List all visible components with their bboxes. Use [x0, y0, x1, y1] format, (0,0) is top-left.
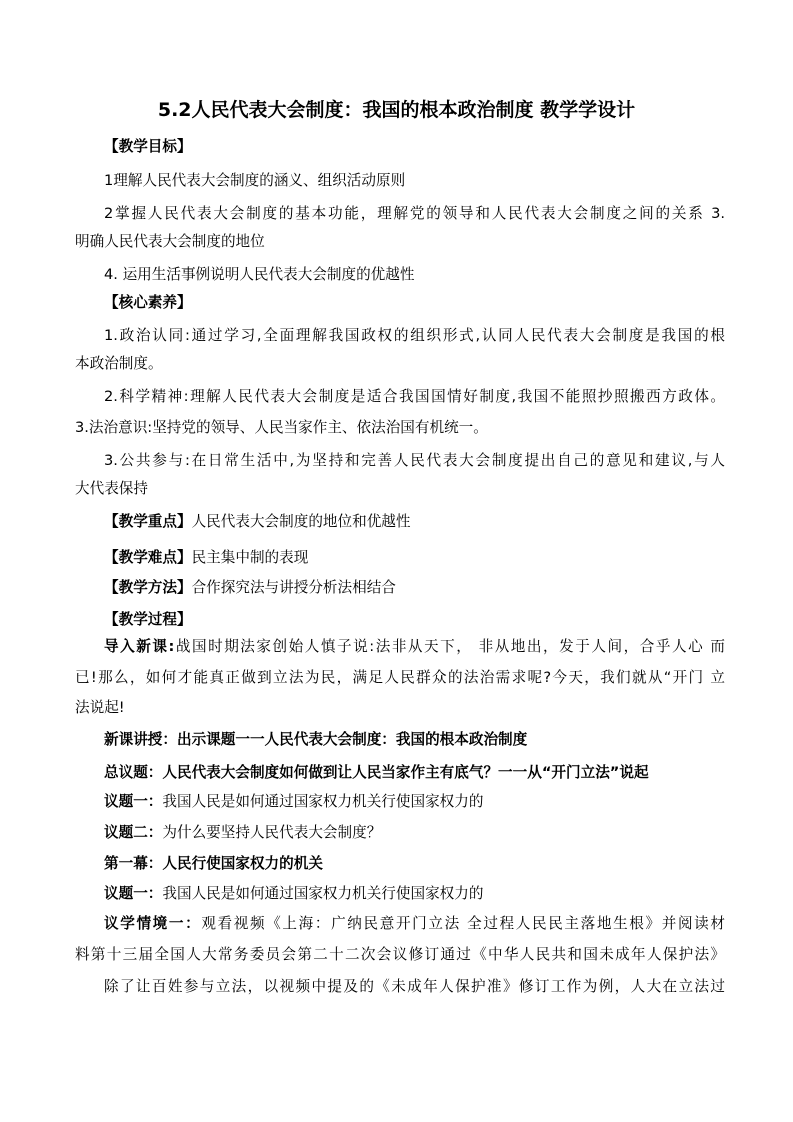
- difficulty-line: [104, 548, 754, 568]
- literacy-item: 3.法治意识:坚持党的领导、人民当家作主、依法治国有机统一。: [75, 419, 488, 436]
- objectives-heading: 【教学目标】: [104, 138, 192, 155]
- literacy-item: 3.公共参与:在日常生活中,为坚持和完善人民代表大会制度提出自己的意见和建议,与人: [104, 452, 725, 469]
- topic-two-label: 议题二：: [104, 824, 163, 841]
- topic-two-line: [104, 823, 725, 843]
- scene-line: [104, 914, 725, 934]
- topic-one-repeat-label: 议题一：: [104, 885, 163, 902]
- topic-one-text: 我国人民是如何通过国家权力机关行使国家权力的: [162, 793, 484, 810]
- intro-line-continued: 法说起!: [75, 699, 125, 716]
- literacy-item-continued: 大代表保持: [75, 480, 148, 497]
- act-one-heading: 第一幕：人民行使国家权力的机关: [104, 855, 323, 872]
- main-topic-line: 总议题：人民代表大会制度如何做到让人民当家作主有底气？一一从“开门立法”说起: [104, 764, 649, 781]
- intro-text: 战国时期法家创始人慎子说:法非从天下， 非从地出，发于人间，合乎人心 而: [174, 638, 725, 655]
- new-lesson-line: 新课讲授：出示课题一一人民代表大会制度：我国的根本政治制度: [104, 731, 528, 748]
- key-point-label: 【教学重点】: [104, 513, 192, 530]
- intro-line: [104, 637, 725, 657]
- topic-one-repeat-line: [104, 884, 725, 904]
- key-point-text: 人民代表大会制度的地位和优越性: [191, 513, 411, 530]
- method-line: [104, 578, 754, 598]
- intro-label: 导入新课:: [104, 638, 175, 655]
- objective-item: 2掌握人民代表大会制度的基本功能，理解党的领导和人民代表大会制度之间的关系 3.: [104, 205, 725, 222]
- method-label: 【教学方法】: [104, 579, 192, 596]
- literacy-heading: 【核心素养】: [104, 294, 192, 311]
- topic-one-repeat-text: 我国人民是如何通过国家权力机关行使国家权力的: [162, 885, 484, 902]
- scene-label: 议学情境一：: [104, 915, 202, 932]
- difficulty-text: 民主集中制的表现: [191, 549, 309, 566]
- literacy-item: 1.政治认同:通过学习,全面理解我国政权的组织形式,认同人民代表大会制度是我国的根: [104, 327, 725, 344]
- topic-two-text: 为什么要坚持人民代表大会制度？: [162, 824, 382, 841]
- literacy-item-continued: 本政治制度。: [75, 355, 163, 372]
- scene-text: 观看视频《上海：广纳民意开门立法 全过程人民民主落地生根》并阅读材: [201, 915, 725, 932]
- topic-one-line: [104, 792, 725, 812]
- topic-one-label: 议题一：: [104, 793, 163, 810]
- intro-line-continued: 已!那么，如何才能真正做到立法为民，满足人民群众的法治需求呢?今天，我们就从“开门 立: [75, 669, 725, 686]
- objective-item: 4. 运用生活事例说明人民代表大会制度的优越性: [104, 266, 415, 283]
- process-heading: 【教学过程】: [104, 611, 192, 628]
- objective-item: 1理解人民代表大会制度的涵义、组织活动原则: [104, 172, 406, 189]
- key-point-line: [104, 512, 754, 532]
- method-text: 合作探究法与讲授分析法相结合: [191, 579, 396, 596]
- difficulty-label: 【教学难点】: [104, 549, 192, 566]
- objective-item-continued: 明确人民代表大会制度的地位: [75, 233, 265, 250]
- scene-line-continued: 除了让百姓参与立法，以视频中提及的《未成年人保护准》修订工作为例，人大在立法过: [104, 978, 725, 995]
- scene-line-continued: 料第十三届全国人大常务委员会第二十二次会议修订通过《中华人民共和国未成年人保护法》: [75, 946, 725, 963]
- literacy-item: 2.科学精神:理解人民代表大会制度是适合我国国情好制度,我国不能照抄照搬西方政体。: [104, 388, 725, 405]
- document-title: 5.2人民代表大会制度：我国的根本政治制度 教学学设计: [157, 99, 636, 121]
